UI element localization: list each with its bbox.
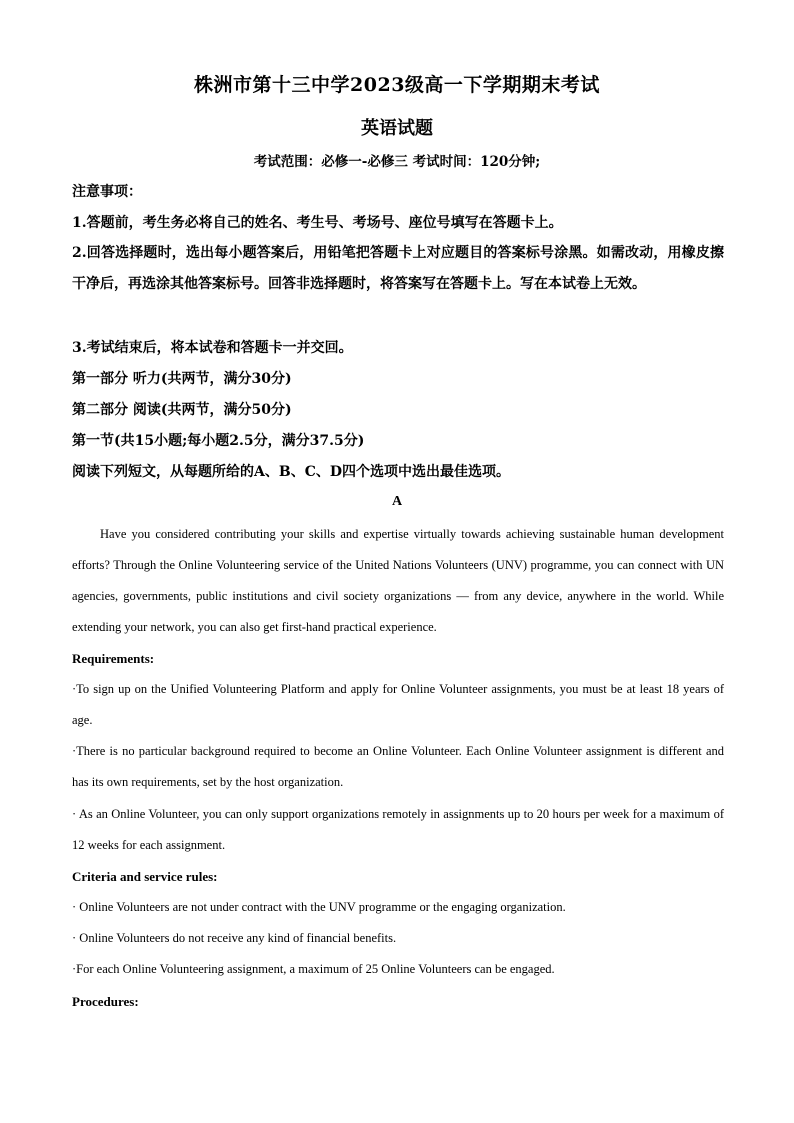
procedures-heading: Procedures: bbox=[72, 994, 139, 1009]
note-item-3: 3.考试结束后，将本试卷和答题卡一并交回。 bbox=[72, 340, 353, 356]
note-item-1: 1.答题前，考生务必将自己的姓名、考生号、考场号、座位号填写在答题卡上。 bbox=[72, 215, 563, 231]
exam-title: 株洲市第十三中学2023级高一下学期期末考试 bbox=[194, 74, 600, 96]
notes-heading: 注意事项： bbox=[72, 184, 142, 200]
requirement-2: ·There is no particular background required to become an Online Volunteer. Each Online Volunteer assignment is different and has its own requirements, set by the host organization. bbox=[72, 744, 724, 789]
exam-info: 考试范围：必修一-必修三 考试时间：120分钟; bbox=[253, 154, 541, 170]
requirement-1: ·To sign up on the Unified Volunteering Platform and apply for Online Volunteer assignments, you must be at least 18 years of age. bbox=[72, 682, 724, 727]
part-1-heading: 第一部分 听力(共两节，满分30分) bbox=[72, 371, 292, 387]
passage-label: A bbox=[391, 494, 403, 509]
part-2-heading: 第二部分 阅读(共两节，满分50分) bbox=[72, 402, 292, 418]
criteria-heading: Criteria and service rules: bbox=[72, 869, 218, 884]
reading-instruction: 阅读下列短文，从每题所给的A、B、C、D四个选项中选出最佳选项。 bbox=[72, 464, 510, 480]
subject-title: 英语试题 bbox=[361, 118, 433, 139]
criteria-1: · Online Volunteers are not under contract with the UNV programme or the engaging organization. bbox=[72, 900, 566, 914]
criteria-3: ·For each Online Volunteering assignment, a maximum of 25 Online Volunteers can be engaged. bbox=[72, 962, 555, 976]
requirement-3: · As an Online Volunteer, you can only support organizations remotely in assignments up to 20 hours per week for a maximum of 12 weeks for each assignment. bbox=[72, 807, 724, 852]
passage-intro: Have you considered contributing your skills and expertise virtually towards achieving sustainable human development efforts? Through the Online Volunteering service of the United Nations Volunteers (UNV) programme, you can connect with UN agencies, governments, public institutions and civil society organizations — from any device, anywhere in the world. While extending your network, you can also get first-hand practical experience. bbox=[72, 527, 724, 634]
note-item-2: 2.回答选择题时，选出每小题答案后，用铅笔把答题卡上对应题目的答案标号涂黑。如需改动，用橡皮擦干净后，再选涂其他答案标号。回答非选择题时，将答案写在答题卡上。写在本试卷上无效。 bbox=[72, 245, 724, 292]
requirements-heading: Requirements: bbox=[72, 651, 155, 666]
criteria-2: · Online Volunteers do not receive any kind of financial benefits. bbox=[72, 931, 397, 945]
section-1-heading: 第一节(共15小题;每小题2.5分，满分37.5分) bbox=[72, 433, 365, 449]
